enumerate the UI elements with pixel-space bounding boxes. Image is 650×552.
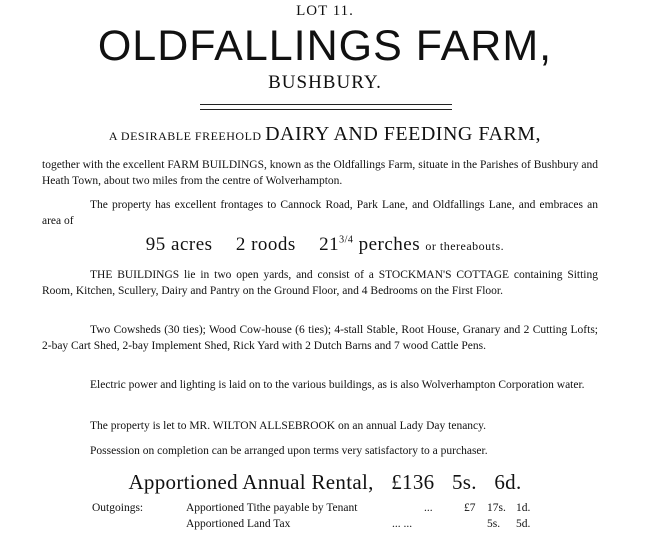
- leader-dots: ... ...: [392, 518, 413, 530]
- outgoing-pence: 5d.: [516, 518, 531, 530]
- description-paragraph: together with the excellent FARM BUILDINGS, known as the Oldfallings Farm, situate in the Parishes of Bushbury and Heath Town, about two miles from the centre of Wolverhampton.: [42, 159, 598, 187]
- rental-pounds: £136: [391, 470, 435, 494]
- outbuildings-paragraph: Two Cowsheds (30 ties); Wood Cow-house (6 ties); 4-stall Stable, Root House, Granary and 2 Cutting Lofts; 2-bay Cart Shed, 2-bay Implement Shed, Rick Yard with 2 Dutch Barns and 7 wood Cattle Pens.: [42, 324, 598, 352]
- rental-shillings: 5s.: [451, 470, 477, 494]
- lot-number: LOT 11.: [296, 3, 354, 19]
- rental-pence: 6d.: [494, 470, 522, 494]
- outgoing-shillings: 17s.: [487, 502, 506, 514]
- annual-rental: [0, 470, 650, 495]
- property-headline: [0, 123, 650, 146]
- outgoing-pounds: £7: [464, 502, 476, 514]
- outgoing-shillings: 5s.: [487, 518, 501, 530]
- area-perches-label: perches: [358, 234, 421, 255]
- outgoings-row: [92, 500, 552, 516]
- outgoing-description: Apportioned Tithe payable by Tenant: [186, 502, 358, 514]
- location-heading: BUSHBURY.: [268, 72, 382, 93]
- area-roods: 2 roods: [235, 234, 296, 255]
- outgoing-description: Apportioned Land Tax: [186, 518, 291, 530]
- rental-label: Apportioned Annual Rental,: [128, 470, 374, 494]
- farm-title: OLDFALLINGS FARM,: [97, 22, 553, 70]
- double-rule-top: [200, 104, 452, 105]
- land-area: [0, 234, 650, 256]
- outgoings-label: Outgoings:: [92, 502, 144, 514]
- area-approximation: or thereabouts.: [425, 239, 505, 253]
- area-perches-fraction: 3/4: [339, 234, 354, 246]
- frontages-paragraph: The property has excellent frontages to Cannock Road, Park Lane, and Oldfallings Lane, and embraces an area of: [42, 199, 598, 227]
- utilities-paragraph: Electric power and lighting is laid on to the various buildings, as is also Wolverhampton Corporation water.: [90, 379, 585, 391]
- area-acres: 95 acres: [145, 234, 213, 255]
- headline-main: DAIRY AND FEEDING FARM,: [265, 123, 542, 145]
- outgoings-row: [92, 516, 552, 532]
- double-rule-bottom: [200, 109, 452, 110]
- headline-lead: A DESIRABLE FREEHOLD: [108, 129, 262, 143]
- tenancy-paragraph: The property is let to MR. WILTON ALLSEBROOK on an annual Lady Day tenancy.: [90, 420, 487, 432]
- buildings-paragraph: THE BUILDINGS lie in two open yards, and consist of a STOCKMAN'S COTTAGE containing Sitting Room, Kitchen, Scullery, Dairy and Pantry on the Ground Floor, and 4 Bedrooms on the First Floor.: [42, 269, 598, 297]
- area-perches-number: 21: [319, 234, 340, 255]
- leader-dots: ...: [424, 502, 433, 514]
- outgoing-pence: 1d.: [516, 502, 531, 514]
- possession-paragraph: Possession on completion can be arranged upon terms very satisfactory to a purchaser.: [90, 445, 488, 457]
